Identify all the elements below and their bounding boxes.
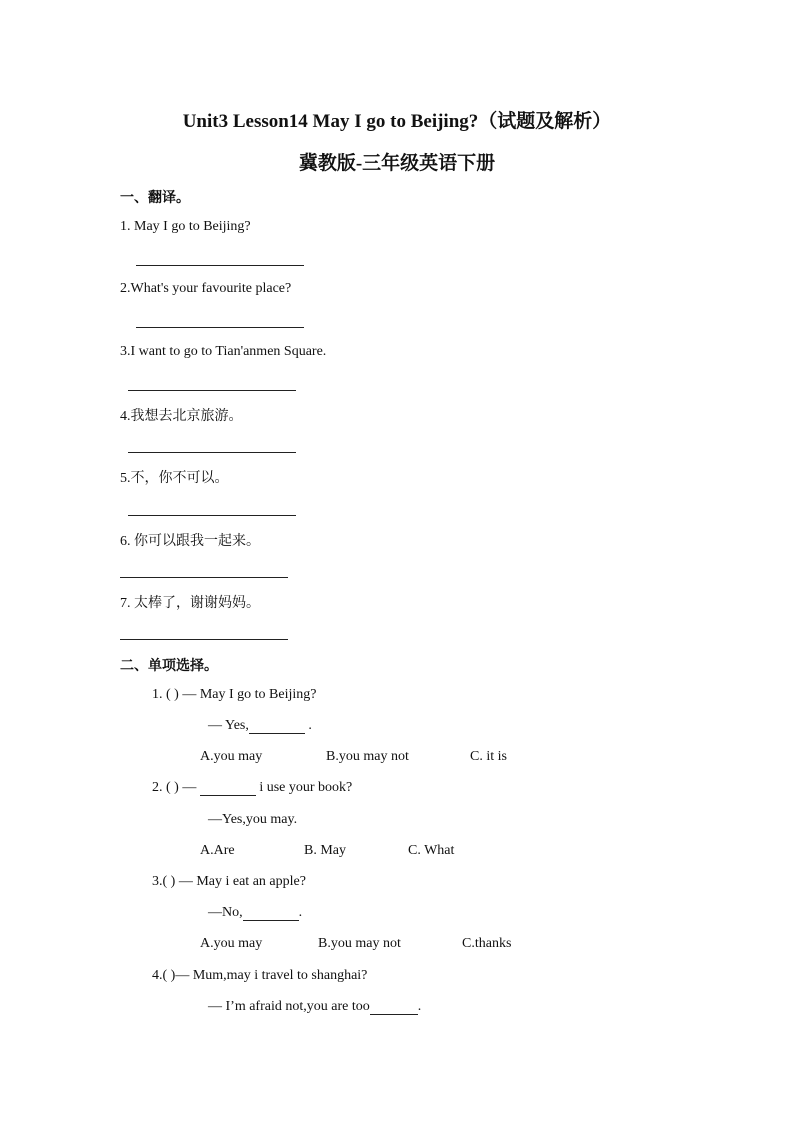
translation-item-5: 5.不，你不可以。 <box>120 471 229 486</box>
question-4-answer <box>208 999 421 1015</box>
section-heading-translation: 一、翻译。 <box>120 191 190 206</box>
question-1-option-a: A.you may <box>200 749 263 764</box>
answer-blank-3 <box>128 390 296 391</box>
translation-item-7: 7. 太棒了，谢谢妈妈。 <box>120 596 260 611</box>
answer-blank-2 <box>136 327 304 328</box>
question-2-fill-blank <box>200 781 256 796</box>
question-1-answer-text: — Yes, <box>208 718 249 733</box>
question-3-answer-text: —No, <box>208 905 243 920</box>
question-3-option-a: A.you may <box>200 936 263 951</box>
question-3-fill-blank <box>243 906 299 921</box>
answer-blank-6 <box>120 577 288 578</box>
translation-item-3: 3.I want to go to Tian'anmen Square. <box>120 344 327 359</box>
question-4-answer-end: . <box>417 999 422 1014</box>
question-3-option-b: B.you may not <box>318 936 401 951</box>
document-subtitle: 冀教版-三年级英语下册 <box>298 153 496 174</box>
question-2-stem-start: 2. ( ) — <box>152 780 200 795</box>
question-2-option-b: B. May <box>304 843 346 858</box>
question-1-answer <box>208 718 312 734</box>
question-1-fill-blank <box>249 719 305 734</box>
translation-item-6: 6. 你可以跟我一起来。 <box>120 534 260 549</box>
question-4-fill-blank <box>370 1000 418 1015</box>
question-2-answer: —Yes,you may. <box>208 812 298 827</box>
question-3-answer-end: . <box>298 905 303 920</box>
translation-item-1: 1. May I go to Beijing? <box>120 219 251 234</box>
question-3-answer <box>208 905 302 921</box>
answer-blank-4 <box>128 452 296 453</box>
question-1-option-b: B.you may not <box>326 749 409 764</box>
translation-item-4: 4.我想去北京旅游。 <box>120 409 243 424</box>
question-2-stem-end: i use your book? <box>255 780 353 795</box>
question-4-answer-text: — I’m afraid not,you are too <box>208 999 370 1014</box>
question-2-option-a: A.Are <box>200 843 235 858</box>
question-1-answer-end: . <box>304 718 312 733</box>
question-2-option-c: C. What <box>408 843 455 858</box>
answer-blank-5 <box>128 515 296 516</box>
question-2-stem <box>152 780 352 796</box>
question-3-option-c: C.thanks <box>462 936 512 951</box>
question-3-stem: 3.( ) — May i eat an apple? <box>152 874 306 889</box>
answer-blank-7 <box>120 639 288 640</box>
question-1-option-c: C. it is <box>470 749 507 764</box>
translation-item-2: 2.What's your favourite place? <box>120 281 292 296</box>
question-1-stem: 1. ( ) — May I go to Beijing? <box>152 687 317 702</box>
answer-blank-1 <box>136 265 304 266</box>
document-title: Unit3 Lesson14 May I go to Beijing?（试题及解析） <box>182 111 612 132</box>
question-4-stem: 4.( )— Mum,may i travel to shanghai? <box>152 968 368 983</box>
section-heading-multiple-choice: 二、单项选择。 <box>120 659 218 674</box>
